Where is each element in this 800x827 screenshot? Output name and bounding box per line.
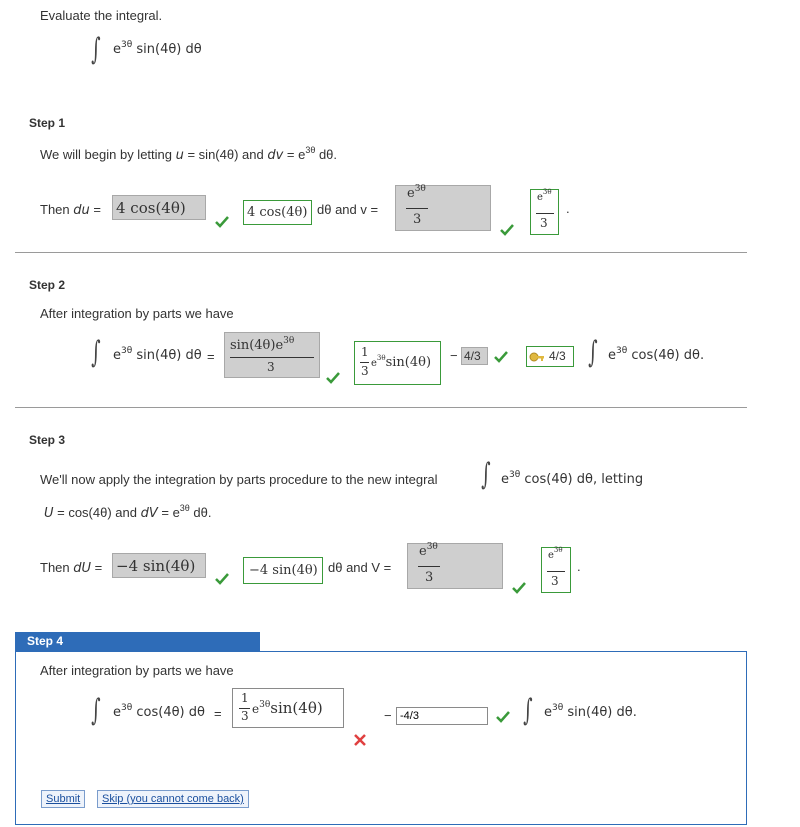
step2-equals: = (207, 349, 215, 364)
step2-answer-denominator: 3 (267, 360, 275, 374)
step3-letting: U = cos(4θ) and dV = $e^{3\theta}$ dθ. (44, 503, 212, 521)
step2-answer-check-icon (326, 372, 340, 384)
step2-coef-answer-text: 4/3 (464, 349, 481, 363)
V-feedback-fraction-line (547, 571, 565, 572)
step2-feedback-coef-den: 3 (361, 364, 369, 378)
step4-answer-expr: $e^{3\theta}\sin(4\theta)$ (252, 699, 323, 717)
du-correct-check-icon (215, 216, 229, 228)
step2-lhs: $e^{3\theta}$ sin(4θ) dθ (113, 346, 202, 363)
divider-2 (15, 407, 747, 408)
V-answer-box[interactable] (407, 543, 503, 589)
divider-1 (15, 252, 747, 253)
step2-answer-fraction-line (230, 357, 314, 358)
step2-tail: $e^{3\theta}$ cos(4θ) dθ. (608, 346, 705, 363)
dU-answer-box[interactable] (112, 553, 206, 578)
step4-answer-incorrect-icon (354, 734, 366, 746)
key-icon (529, 350, 545, 364)
integral-sign: ∫ (91, 32, 101, 67)
v-feedback-box (530, 189, 559, 235)
problem-prompt: Evaluate the integral. (40, 8, 163, 23)
step2-tail-integral-sign: ∫ (588, 335, 598, 370)
dU-correct-check-icon (215, 573, 229, 585)
V-answer-denominator: 3 (425, 570, 434, 585)
step2-intro: After integration by parts we have (40, 306, 234, 321)
step4-coef-check-icon (496, 711, 510, 723)
step4-answer-box[interactable] (232, 688, 344, 728)
V-feedback-numerator: $e^{3\theta}$ (548, 546, 563, 561)
step2-answer-numerator: $\sin(4\theta)e^{3\theta}$ (230, 336, 295, 353)
step3-then-dU-label: Then dU = (40, 560, 103, 576)
step2-coef-answer-box[interactable] (461, 347, 488, 365)
step2-key-feedback-box (526, 346, 574, 367)
step2-minus: − (450, 348, 458, 363)
step2-answer-box[interactable] (224, 332, 320, 378)
step4-tail: $e^{3\theta}$ sin(4θ) dθ. (544, 703, 637, 720)
dU-feedback-box (243, 557, 323, 584)
dU-feedback-text: −4 sin(4θ) (249, 563, 318, 578)
step3-title: Step 3 (29, 433, 66, 447)
step3-period: . (577, 559, 581, 574)
step2-title: Step 2 (29, 278, 66, 292)
step4-coef-input[interactable] (396, 707, 488, 725)
problem-integrand: $e^{3\theta}$ sin(4θ) dθ (113, 40, 202, 57)
step2-feedback-expr: $e^{3\theta}\sin(4\theta)$ (371, 354, 432, 370)
step4-minus: − (384, 708, 392, 723)
du-feedback-text: 4 cos(4θ) (247, 205, 308, 220)
step4-lhs: $e^{3\theta}$ cos(4θ) dθ (113, 703, 205, 720)
du-answer-box[interactable] (112, 195, 206, 220)
v-answer-numerator: $e^{3\theta}$ (407, 184, 426, 201)
step4-answer-coef-den: 3 (241, 709, 249, 723)
step2-feedback-coef-line (360, 362, 369, 363)
v-feedback-fraction-line (536, 213, 554, 214)
v-answer-fraction-line (406, 208, 428, 209)
v-correct-check-icon (500, 224, 514, 236)
step1-title: Step 1 (29, 116, 66, 130)
V-feedback-box (541, 547, 571, 593)
step1-v-label: dθ and v = (317, 202, 379, 217)
step1-intro: We will begin by letting u = sin(4θ) and dv = $e^{3\theta}$ dθ. (40, 145, 338, 163)
step2-feedback-box (354, 341, 441, 385)
V-feedback-denominator: 3 (551, 574, 559, 588)
skip-button[interactable]: Skip (you cannot come back) (97, 790, 249, 808)
V-answer-fraction-line (418, 566, 440, 567)
submit-button[interactable]: Submit (41, 790, 85, 808)
v-answer-box[interactable] (395, 185, 491, 231)
v-feedback-numerator: $e^{3\theta}$ (537, 188, 552, 203)
step3-intro: We'll now apply the integration by parts procedure to the new integral (40, 472, 438, 487)
du-feedback-box (243, 200, 312, 225)
step4-answer-coef-num: 1 (241, 691, 249, 705)
V-answer-numerator: $e^{3\theta}$ (419, 542, 438, 559)
step3-integral-sign: ∫ (481, 457, 491, 492)
step2-key-value: 4/3 (549, 349, 566, 363)
step1-period: . (566, 201, 570, 216)
V-correct-check-icon (512, 582, 526, 594)
step4-integral-sign: ∫ (91, 693, 101, 728)
step3-V-label: dθ and V = (328, 560, 392, 575)
step1-then-du-label: Then du = (40, 202, 101, 218)
v-answer-denominator: 3 (413, 212, 422, 227)
du-answer-text: 4 cos(4θ) (116, 199, 186, 217)
dU-answer-text: −4 sin(4θ) (116, 557, 196, 575)
v-feedback-denominator: 3 (540, 216, 548, 230)
step2-feedback-coef-num: 1 (361, 345, 369, 359)
step4-equals: = (214, 706, 222, 721)
step2-integral-sign: ∫ (91, 335, 101, 370)
step4-intro: After integration by parts we have (40, 663, 234, 678)
step3-new-integral: $e^{3\theta}$ cos(4θ) dθ, letting (501, 470, 644, 487)
step4-title: Step 4 (15, 632, 260, 651)
step2-coef-check-icon (494, 351, 508, 363)
step4-tail-integral-sign: ∫ (523, 693, 533, 728)
